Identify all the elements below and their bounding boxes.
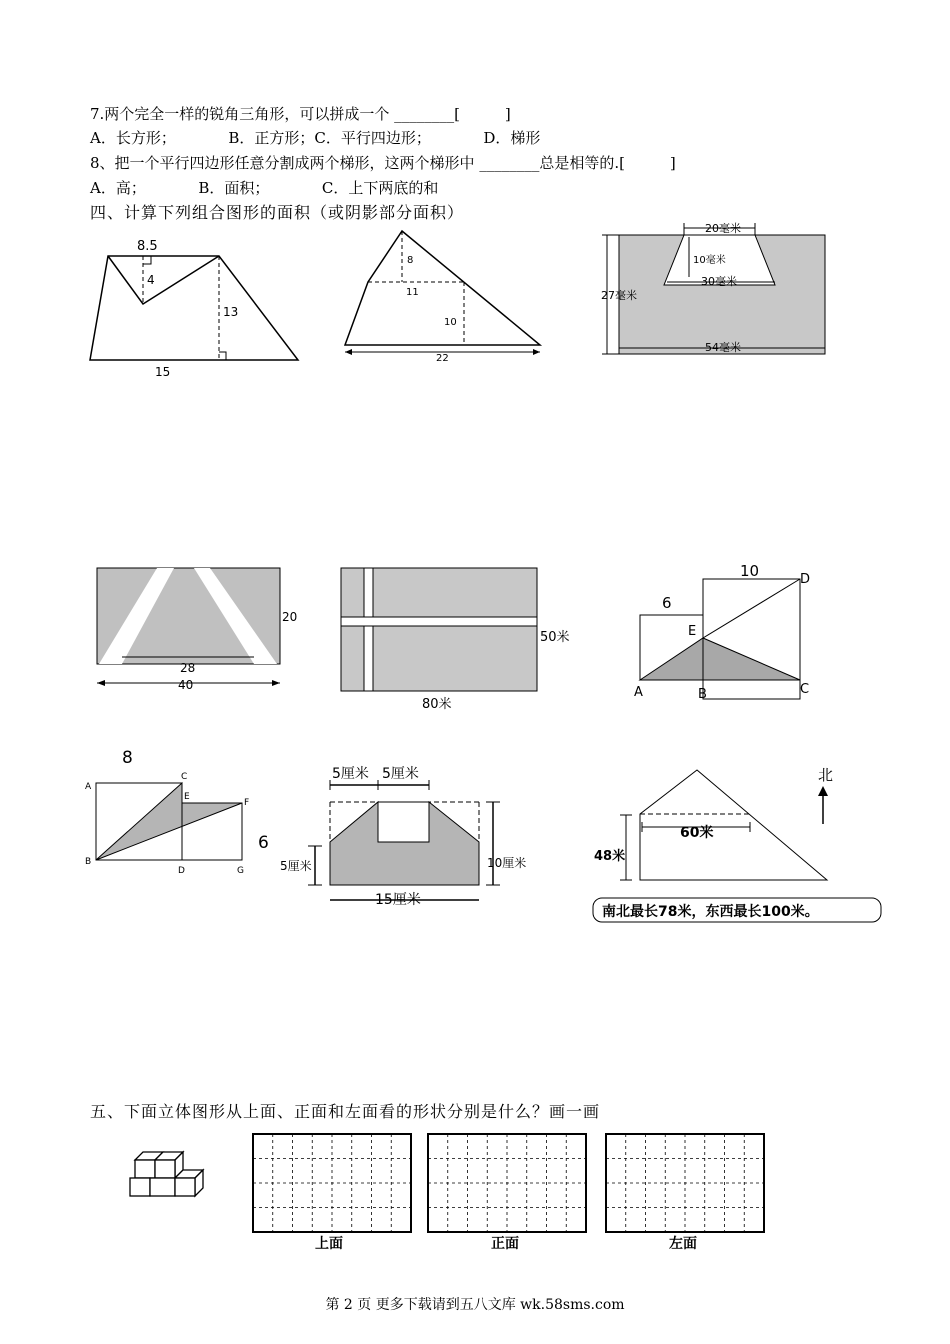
fig7-point-b: B xyxy=(85,857,92,867)
fig6-big-label: 10 xyxy=(740,562,760,580)
fig9-north-label: 北 xyxy=(818,766,834,784)
fig7-small-label: 6 xyxy=(258,833,269,853)
fig8-side-label: 5厘米 xyxy=(280,859,312,873)
fig7-point-c: C xyxy=(181,772,188,782)
grid-left-view[interactable] xyxy=(605,1133,765,1233)
label-top-view: 上面 xyxy=(315,1236,343,1252)
figure-3 xyxy=(597,215,837,360)
q7-options: A．长方形； B．正方形；C．平行四边形； D．梯形 xyxy=(90,129,541,147)
fig3-width-label: 54毫米 xyxy=(705,341,741,354)
fig9-width-label: 60米 xyxy=(680,825,714,841)
fig3-height-label: 27毫米 xyxy=(601,289,637,302)
fig3-mid-label: 30毫米 xyxy=(701,275,737,288)
fig9-height-label: 48米 xyxy=(594,849,626,864)
fig6-point-c: C xyxy=(800,682,810,697)
fig6-point-b: B xyxy=(698,687,707,702)
q8-stem: 8、把一个平行四边形任意分割成两个梯形，这两个梯形中 ________总是相等的.[ ] xyxy=(90,154,676,172)
fig1-inner-label: 4 xyxy=(147,273,155,287)
fig7-point-g: G xyxy=(237,866,244,876)
fig1-height-label: 13 xyxy=(223,305,239,319)
page-footer: 第 2 页 更多下载请到五八文库 wk.58sms.com xyxy=(325,1297,625,1313)
fig2-base-label: 22 xyxy=(436,353,449,364)
fig8-gap1-label: 5厘米 xyxy=(332,766,369,782)
figure-1 xyxy=(85,230,305,380)
fig1-base-label: 15 xyxy=(155,365,171,379)
q8-options: A．高； B．面积； C．上下两底的和 xyxy=(90,179,439,197)
label-left-view: 左面 xyxy=(669,1236,697,1252)
fig5-height-label: 50米 xyxy=(540,630,570,645)
figure-9 xyxy=(590,760,890,930)
figure-8 xyxy=(280,760,527,910)
figure-2 xyxy=(340,225,550,365)
fig6-point-a: A xyxy=(634,685,643,700)
fig7-point-a: A xyxy=(85,782,92,792)
section5-title: 五、下面立体图形从上面、正面和左面看的形状分别是什么？画一画 xyxy=(90,1102,601,1121)
fig7-point-d: D xyxy=(178,866,185,876)
fig2-mid-label: 11 xyxy=(406,287,419,298)
figure-5 xyxy=(336,565,576,715)
label-front-view: 正面 xyxy=(491,1236,519,1252)
fig7-point-e: E xyxy=(184,792,190,802)
fig4-height-label: 20 xyxy=(282,610,298,624)
fig2-top-label: 8 xyxy=(407,255,414,266)
fig2-height-label: 10 xyxy=(444,317,457,328)
grid-top-view[interactable] xyxy=(252,1133,412,1233)
fig3-depth-label: 10毫米 xyxy=(693,255,726,266)
fig6-point-e: E xyxy=(688,624,697,639)
figure-7 xyxy=(82,745,282,880)
grid-front-view[interactable] xyxy=(427,1133,587,1233)
fig8-base-label: 15厘米 xyxy=(375,892,421,908)
figure-6 xyxy=(628,560,828,705)
section4-title: 四、计算下列组合图形的面积（或阴影部分面积） xyxy=(90,203,465,222)
fig4-width-label: 40 xyxy=(178,678,194,692)
fig9-note: 南北最长78米，东西最长100米。 xyxy=(602,904,819,920)
fig5-width-label: 80米 xyxy=(422,697,452,712)
fig6-small-label: 6 xyxy=(662,594,672,612)
fig1-top-label: 8.5 xyxy=(137,239,158,254)
fig8-height-label: 10厘米 xyxy=(487,856,527,870)
fig4-inner-label: 28 xyxy=(180,661,196,675)
fig7-point-f: F xyxy=(244,798,250,808)
fig3-top-label: 20毫米 xyxy=(705,222,741,235)
fig8-gap2-label: 5厘米 xyxy=(382,766,419,782)
fig7-big-label: 8 xyxy=(122,748,133,768)
q7-stem: 7.两个完全一样的锐角三角形，可以拼成一个 ________[ ] xyxy=(90,105,511,123)
figure-4 xyxy=(92,565,307,695)
cube-stack-figure xyxy=(125,1148,210,1208)
fig6-point-d: D xyxy=(800,572,811,587)
